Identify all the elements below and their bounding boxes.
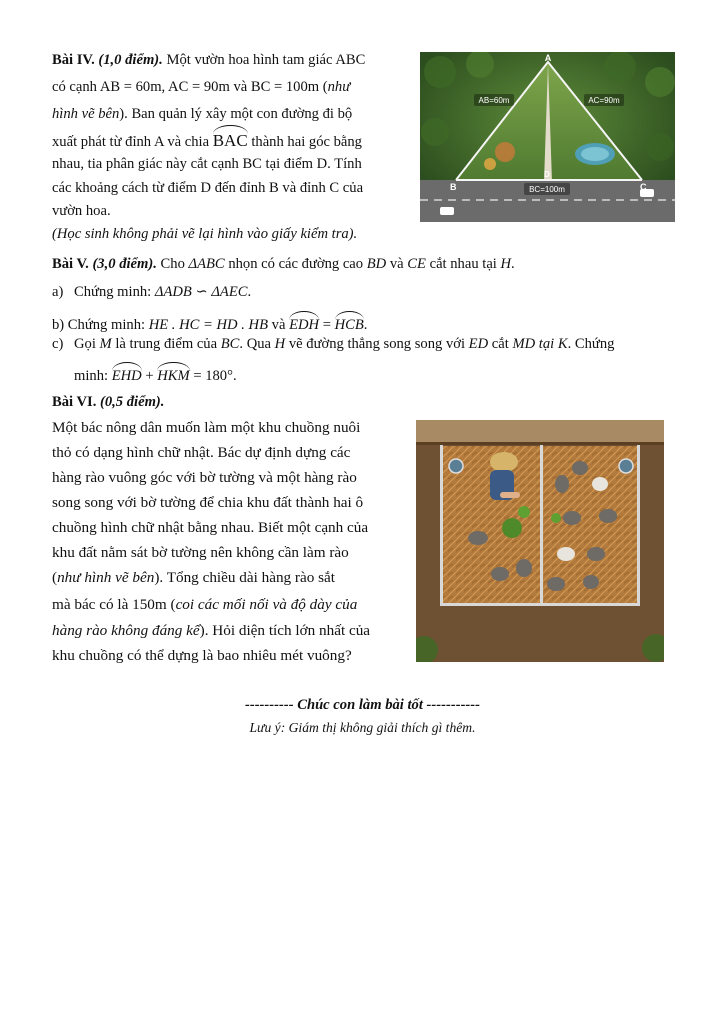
p6-title: Bài VI. — [52, 394, 97, 410]
p5-b-and: và — [268, 317, 290, 333]
p6-text-8-italic: coi các mối nối và độ dày của — [175, 596, 358, 613]
p5-a-text: Chứng minh: — [74, 284, 155, 300]
p4-line-5 — [52, 156, 362, 174]
angle-hcb: HCB — [335, 313, 364, 335]
p5-c-plus: + — [141, 368, 158, 384]
p4-text-2-italic: như — [327, 79, 351, 95]
p5-intro-ce: CE — [407, 256, 426, 272]
p4-text-4a: xuất phát từ đỉnh A và chia — [52, 134, 210, 150]
angle-hkm: HKM — [157, 364, 189, 386]
p5-a-label: a) — [52, 284, 64, 300]
p6-line-10: khu chuồng có thể dựng là bao nhiêu mét vuông? — [52, 647, 352, 664]
p4-text-6: các khoảng cách từ điểm D đến đỉnh B và đỉnh C của — [52, 180, 364, 196]
p6-points: (0,5 điểm). — [100, 394, 165, 410]
p5-a-end: . — [247, 284, 252, 300]
p6-text-7-italic: như hình vẽ bên — [57, 569, 155, 586]
p4-text-5: nhau, tia phân giác này cắt cạnh BC tại điểm D. Tính — [52, 156, 362, 172]
p4-text-3-italic: hình vẽ bên — [52, 106, 120, 122]
p4-text-1: Một vườn hoa hình tam giác ABC — [166, 52, 366, 68]
rabbit-pen-figure — [416, 420, 664, 662]
p5-c-md: MD tại K — [512, 336, 568, 352]
footer-wish-text: ---------- Chúc con làm bài tốt ----------- — [244, 697, 481, 713]
label-bc: BC=100m — [529, 185, 565, 194]
p4-text-2: có cạnh AB = 60m, AC = 90m và BC = 100m ( — [52, 79, 328, 95]
p5-part-c-line2 — [74, 364, 237, 386]
angle-ehd: EHD — [112, 364, 142, 386]
p5-c-bc: BC — [220, 336, 240, 352]
p6-line-8 — [52, 596, 357, 614]
label-ab: AB=60m — [478, 96, 510, 105]
p5-c-t2: là trung điểm của — [111, 336, 221, 352]
p5-c-t4: vẽ đường thẳng song song với — [285, 336, 469, 352]
footer-note: Lưu ý: Giám thị không giải thích gì thêm. — [249, 720, 476, 735]
p6-line-3: hàng rào vuông góc với bờ tường và một hàng rào — [52, 469, 357, 486]
p5-intro-bd: BD — [366, 256, 387, 272]
p4-text-7: vườn hoa. — [52, 203, 111, 219]
p5-c-minh: minh: — [74, 368, 112, 384]
p5-c-ed: ED — [468, 336, 489, 352]
p4-text-3: ). Ban quản lý xây một con đường đi bộ — [119, 106, 353, 122]
label-ac: AC=90m — [588, 96, 620, 105]
p6-line-7: (như hình vẽ bên). Tổng chiều dài hàng rào sắt — [52, 569, 335, 586]
p5-c-t5: cắt — [488, 336, 513, 352]
p6-line-2: thỏ có dạng hình chữ nhật. Bác dự định dựng các — [52, 444, 351, 461]
p6-text-8a: mà bác có là 150m ( — [52, 596, 176, 613]
p5-b-end: . — [363, 317, 368, 333]
p5-c-label: c) — [52, 336, 64, 352]
p5-part-a-text — [74, 284, 251, 302]
p4-note: (Học sinh không phải vẽ lại hình vào giấy kiểm tra). — [52, 226, 358, 242]
p4-line-6 — [52, 180, 363, 198]
p5-intro-a: Cho — [160, 256, 189, 272]
p5-line-intro — [52, 256, 515, 274]
p6-line-9 — [52, 622, 370, 640]
p5-c-m: M — [99, 336, 112, 352]
angle-edh: EDH — [289, 313, 319, 335]
p6-line-4: song song với bờ tường để chia khu đất thành hai ô — [52, 494, 364, 511]
vertex-a-label: A — [544, 53, 552, 63]
p5-intro-g: cắt nhau tại — [425, 256, 501, 272]
p5-intro-e: và — [386, 256, 408, 272]
p6-text-9: ). Hỏi diện tích lớn nhất của — [199, 622, 371, 639]
garden-illustration — [420, 52, 675, 222]
p5-b-eq: = — [319, 317, 335, 333]
p4-line-7 — [52, 203, 111, 221]
p5-c-tail: = 180° — [189, 368, 233, 384]
garden-figure — [420, 52, 675, 222]
p4-line-2 — [52, 79, 350, 97]
p5-part-b — [52, 313, 367, 335]
p5-part-c-text — [74, 336, 614, 354]
p5-b-math: HE . HC = HD . HB — [148, 317, 268, 333]
p4-line-4 — [52, 127, 362, 152]
p6-text-7: ). Tổng chiều dài hàng rào sắt — [154, 569, 335, 586]
p5-c-t3: . Qua — [239, 336, 275, 352]
p5-c-t6: . Chứng — [567, 336, 615, 352]
vertex-c-label: C — [640, 182, 647, 192]
angle-bac: BAC — [213, 127, 248, 151]
footer-wish — [0, 697, 725, 715]
p5-c-end: . — [232, 368, 237, 384]
p4-title: Bài IV. — [52, 52, 95, 68]
rabbit-pen-illustration — [416, 420, 664, 662]
p6-text-9-italic: hàng rào không đáng kể — [52, 622, 200, 639]
p5-c-h: H — [274, 336, 286, 352]
p6-line-5: chuồng hình chữ nhật bằng nhau. Biết một cạnh của — [52, 519, 369, 536]
vertex-b-label: B — [450, 182, 457, 192]
p5-a-math: ΔADB ∽ ΔAEC — [154, 284, 248, 300]
p6-line-1: Một bác nông dân muốn làm một khu chuồng nuôi — [52, 419, 361, 436]
p5-intro-c: nhọn có các đường cao — [224, 256, 367, 272]
p5-points: (3,0 điểm). — [92, 256, 157, 272]
p6-line-title — [52, 394, 164, 412]
p5-c-t1: Gọi — [74, 336, 100, 352]
p5-part-a — [52, 284, 63, 302]
p4-line-3 — [52, 106, 352, 124]
p4-line-1 — [52, 52, 365, 70]
p5-part-c — [52, 336, 63, 354]
p4-points: (1,0 điểm). — [98, 52, 163, 68]
p6-line-6: khu đất nằm sát bờ tường nên không cần làm rào — [52, 544, 349, 561]
p5-intro-triangle: ΔABC — [188, 256, 225, 272]
p5-intro-h: H — [500, 256, 512, 272]
p5-b-label: b) Chứng minh: — [52, 317, 149, 333]
p5-intro-end: . — [511, 256, 515, 272]
point-d-label: D — [544, 170, 550, 179]
p4-text-4b: thành hai góc bằng — [251, 134, 362, 150]
p5-title: Bài V. — [52, 256, 89, 272]
